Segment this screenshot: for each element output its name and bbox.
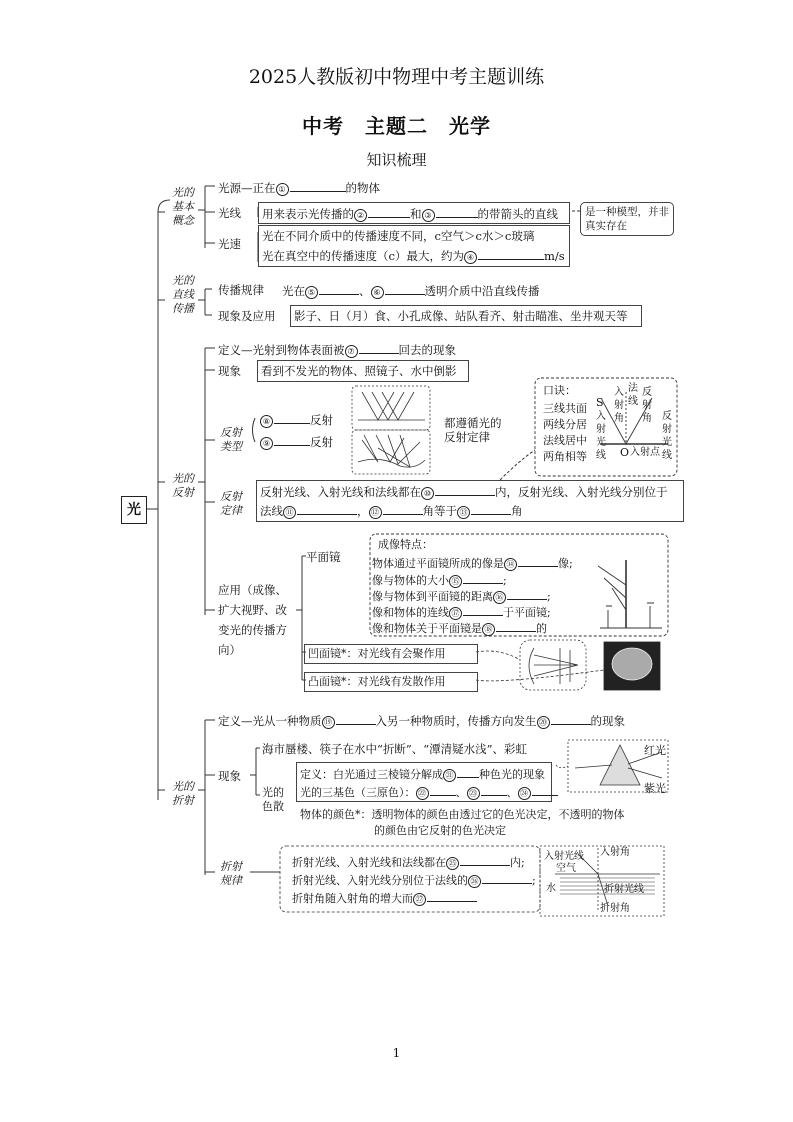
- blank-7[interactable]: [359, 342, 399, 354]
- light-speed-line1: 光在不同介质中的传播速度不同，c空气＞c水＞c玻璃: [262, 229, 535, 243]
- object-color-line1: 物体的颜色*：透明物体的颜色由透过它的色光决定，不透明的物体: [300, 808, 625, 821]
- refr-diag-refract-angle: 折射角: [600, 903, 630, 914]
- reflection-type-label: 反射类型: [220, 426, 242, 453]
- prism-violet-label: 紫光: [644, 782, 666, 795]
- diag-normal: 法线: [628, 383, 638, 407]
- blank-6[interactable]: [385, 283, 425, 295]
- light-ray-label: 光线: [218, 206, 241, 220]
- refr-diag-water: 水: [546, 883, 556, 894]
- dispersion-label: 光的色散: [262, 786, 284, 813]
- light-ray-text: 用来表示光传播的 ② 和 ③ 的带箭头的直线: [262, 207, 558, 221]
- propagation-rule-label: 传播规律: [218, 283, 264, 297]
- root-node-light: 光: [121, 496, 147, 524]
- blank-13[interactable]: [471, 503, 511, 515]
- plane-line-5: 像和物体关于平面镜是 ⑱ 的: [372, 622, 547, 635]
- blank-14[interactable]: [518, 555, 558, 567]
- blank-21[interactable]: [457, 766, 479, 778]
- blank-8[interactable]: [274, 412, 310, 424]
- diag-o-label: O: [620, 446, 630, 459]
- page-number: 1: [392, 1046, 401, 1060]
- dispersion-def: 定义：白光通过三棱镜分解成 ㉑ 种色光的现象: [300, 768, 545, 781]
- diag-reflect-angle: 反射角: [642, 387, 652, 424]
- blank-18[interactable]: [496, 620, 536, 632]
- reflection-def-row: 定义—光射到物体表面被 ⑦ 回去的现象: [218, 343, 456, 357]
- diag-reflect-ray: 反射光线: [662, 411, 672, 461]
- plane-line-4: 像和物体的连线 ⑰ 于平面镜;: [372, 606, 551, 619]
- blank-22[interactable]: [430, 784, 456, 796]
- blank-2[interactable]: [368, 206, 410, 218]
- both-follow-note: 都遵循光的反射定律: [444, 416, 502, 444]
- document-subtitle: 中考 主题二 光学: [302, 114, 491, 138]
- blank-15[interactable]: [463, 572, 503, 584]
- blank-10[interactable]: [435, 484, 495, 496]
- blank-19[interactable]: [336, 713, 376, 725]
- blank-25[interactable]: [460, 854, 510, 866]
- reflection-law-label: 反射定律: [220, 490, 242, 517]
- refraction-law-line2: 折射光线、入射光线分别位于法线的 ㉖ ;: [292, 874, 536, 887]
- diag-s-label: S: [596, 396, 604, 409]
- reflection-type-specular: ⑧ 反射: [260, 412, 333, 428]
- plane-line-2: 像与物体的大小 ⑮ ;: [372, 574, 507, 587]
- blank-5[interactable]: [319, 283, 359, 295]
- section-title: 知识梳理: [366, 151, 427, 169]
- blank-26[interactable]: [482, 872, 532, 884]
- reflection-law-line1: 反射光线、入射光线和法线都在 ⑩ 内，反射光线、入射光线分别位于: [260, 485, 668, 499]
- light-speed-label: 光速: [218, 237, 241, 251]
- plane-line-3: 像与物体到平面镜的距离 ⑯ ;: [372, 590, 551, 603]
- document-title: 2025人教版初中物理中考主题训练: [248, 66, 545, 88]
- diag-point: 入射点: [630, 447, 660, 458]
- refraction-phen-label: 现象: [218, 769, 241, 783]
- refr-diag-refract-ray: 折射光线: [604, 884, 644, 895]
- refraction-phen-text: 海市蜃楼、筷子在水中“折断”、“潭清疑水浅”、彩虹: [262, 742, 528, 756]
- light-source-label: 光源: [218, 181, 241, 195]
- refraction-law-line3: 折射角随入射角的增大而 ㉗: [292, 890, 477, 906]
- blank-4[interactable]: [478, 248, 544, 260]
- refraction-def-row: 定义—光从一种物质 ⑲ 入另一种物质时，传播方向发生 ⑳ 的现象: [218, 714, 625, 728]
- blank-number: ①: [276, 183, 289, 196]
- prism-red-label: 红光: [644, 744, 666, 757]
- diag-incident-ray: 入射光线: [596, 411, 606, 461]
- propagation-app-text: 影子、日（月）食、小孔成像、站队看齐、射击瞄准、坐井观天等: [294, 309, 628, 323]
- refr-diag-incident-ray: 入射光线: [544, 851, 584, 862]
- propagation-app-label: 现象及应用: [218, 309, 276, 323]
- blank-1[interactable]: [290, 180, 346, 192]
- mnemonic-line-1: 三线共面: [543, 402, 587, 415]
- category-reflection: 光的反射: [172, 472, 194, 499]
- blank-3[interactable]: [436, 206, 478, 218]
- primary-colors: 光的三基色（三原色）： ㉒ 、 ㉓ 、 ㉔: [300, 784, 558, 800]
- plane-mirror-label: 平面镜: [306, 550, 341, 564]
- blank-11[interactable]: [297, 503, 357, 515]
- blank-23[interactable]: [481, 784, 507, 796]
- category-refraction: 光的折射: [172, 780, 194, 807]
- refraction-law-line1: 折射光线、入射光线和法线都在 ㉕ 内;: [292, 856, 525, 869]
- refr-diag-air: 空气: [556, 863, 576, 874]
- light-source-row: 光源—正在 ① 的物体: [218, 181, 380, 195]
- mnemonic-title: 口诀：: [543, 384, 576, 397]
- blank-27[interactable]: [427, 890, 477, 902]
- category-straight: 光的直线传播: [172, 274, 194, 315]
- propagation-rule-text: 光在 ⑤ 、 ⑥ 透明介质中沿直线传播: [282, 284, 540, 298]
- blank-12[interactable]: [383, 503, 423, 515]
- reflection-phen-label: 现象: [218, 364, 241, 378]
- concave-mirror-text: 凹面镜*：对光线有会聚作用: [308, 647, 446, 660]
- reflection-phen-text: 看到不发光的物体、照镜子、水中倒影: [261, 364, 457, 378]
- category-basic: 光的基本概念: [172, 186, 194, 227]
- mnemonic-line-2: 两线分居: [543, 418, 587, 431]
- object-color-line2: 的颜色由它反射的色光决定: [374, 824, 506, 837]
- diag-incident-angle: 入射角: [614, 387, 624, 424]
- blank-9[interactable]: [274, 434, 310, 446]
- plane-line-1: 物体通过平面镜所成的像是 ⑭ 像;: [372, 557, 573, 570]
- convex-mirror-text: 凸面镜*：对光线有发散作用: [308, 675, 446, 688]
- reflection-app-label: 应用（成像、扩大视野、改变光的传播方向）: [218, 583, 287, 657]
- light-speed-line2: 光在真空中的传播速度（c）最大，约为 ④ m/s: [262, 249, 565, 263]
- mnemonic-line-3: 法线居中: [543, 434, 587, 447]
- blank-17[interactable]: [463, 604, 503, 616]
- blank-24[interactable]: [532, 784, 558, 796]
- blank-20[interactable]: [551, 713, 591, 725]
- mnemonic-line-4: 两角相等: [543, 450, 587, 463]
- plane-mirror-title: 成像特点：: [378, 538, 433, 551]
- reflection-law-line2: 法线 ⑪ ， ⑫ 角等于 ⑬ 角: [260, 504, 523, 518]
- reflection-type-diffuse: ⑨ 反射: [260, 434, 333, 450]
- refr-diag-incident-angle: 入射角: [600, 847, 630, 858]
- model-note: 是一种模型，并非真实存在: [580, 202, 674, 236]
- refraction-law-label: 折射规律: [220, 860, 242, 887]
- blank-16[interactable]: [507, 588, 547, 600]
